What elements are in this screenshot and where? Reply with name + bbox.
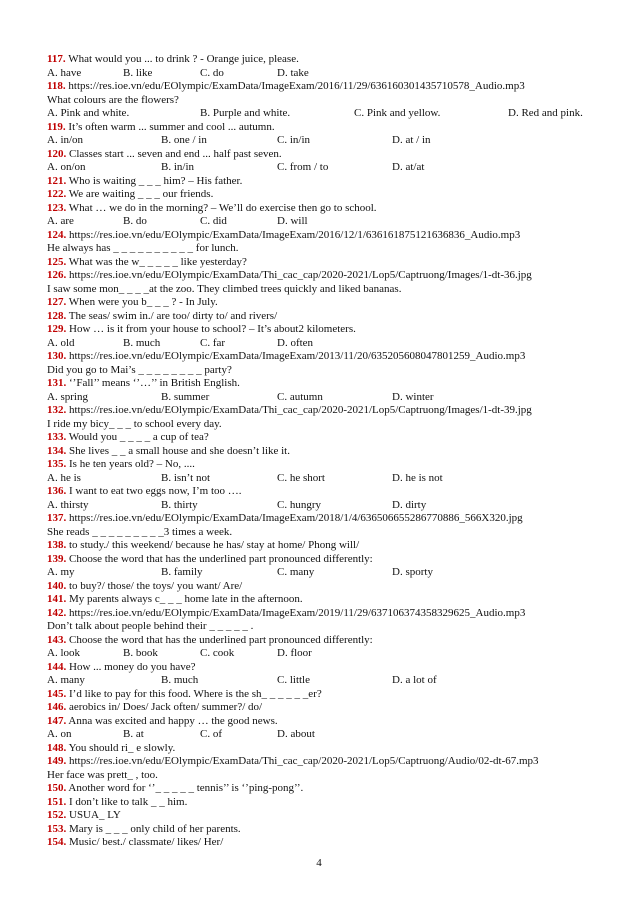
question-text: Did you go to Mai’s _ _ _ _ _ _ _ _ party? (47, 363, 232, 376)
answer-option: D. a lot of (392, 674, 437, 686)
answer-option: B. one / in (161, 134, 207, 146)
question-text: Is he ten years old? – No, .... (66, 458, 195, 470)
question-number: 125. (47, 255, 67, 268)
question-line (47, 553, 373, 566)
question-number: 119. (47, 120, 66, 133)
question-number: 127. (47, 296, 67, 308)
question-number: 122. (47, 188, 67, 200)
question-text: https://res.ioe.vn/edu/EOlympic/ExamData/ImageExam/2013/11/20/635205608047801259_Audio.mp3 (66, 350, 526, 362)
question-text: You should ri_ e slowly. (66, 741, 176, 754)
question-text: I saw some mon_ _ _ _at the zoo. They climbed trees quickly and liked bananas. (47, 282, 402, 295)
question-number: 138. (47, 539, 67, 551)
answer-option: C. far (200, 336, 226, 349)
answer-option: A. on/on (47, 161, 86, 173)
answer-option: B. do (123, 215, 147, 227)
question-text: ‘’Fall’’ means ‘’…’’ in British English. (66, 377, 240, 389)
answer-option: A. on (47, 728, 72, 740)
question-number: 154. (47, 836, 67, 848)
question-number: 121. (47, 174, 67, 187)
question-text: I ride my bicy_ _ _ to school every day. (47, 417, 222, 430)
question-text: https://res.ioe.vn/edu/EOlympic/ExamData/ImageExam/2016/11/29/636160301435710578_Audio.mp3 (65, 80, 525, 92)
question-line (47, 148, 282, 161)
answer-option: C. from / to (277, 161, 329, 173)
question-number: 117. (47, 53, 66, 65)
answer-option: D. at/at (392, 161, 425, 173)
question-line (47, 607, 525, 620)
question-line (47, 755, 539, 768)
question-number: 118. (47, 80, 66, 92)
question-text: The seas/ swim in./ are too/ dirty to/ and rivers/ (66, 309, 278, 322)
answer-option: B. in/in (161, 161, 195, 173)
answer-option: A. have (47, 66, 82, 79)
question-line (47, 701, 262, 714)
question-line (47, 823, 241, 836)
question-text-line (47, 526, 232, 539)
question-number: 120. (47, 147, 67, 160)
question-text: She reads _ _ _ _ _ _ _ _ _3 times a week. (47, 525, 233, 538)
answer-option: D. floor (277, 647, 312, 659)
question-text: What would you ... to drink ? - Orange juice, please. (65, 53, 299, 65)
question-line (47, 715, 278, 728)
answer-option: B. much (161, 674, 199, 686)
question-number: 135. (47, 458, 67, 470)
answer-option: C. cook (200, 647, 235, 659)
question-number: 133. (47, 431, 67, 443)
answer-option: B. Purple and white. (200, 107, 291, 119)
question-number: 143. (47, 633, 67, 646)
question-text: https://res.ioe.vn/edu/EOlympic/ExamData/Thi_cac_cap/2020-2021/Lop5/Captruong/Images/1-dt-39.jpg (66, 404, 532, 416)
question-text-line (47, 94, 179, 107)
question-text: https://res.ioe.vn/edu/EOlympic/ExamData/ImageExam/2019/11/29/637106374358329625_Audio.mp3 (66, 606, 526, 619)
question-text: Music/ best./ classmate/ likes/ Her/ (66, 836, 224, 848)
question-line (47, 175, 242, 188)
question-text: Would you _ _ _ _ a cup of tea? (66, 431, 209, 443)
question-line (47, 796, 187, 809)
question-number: 128. (47, 309, 67, 322)
question-number: 148. (47, 741, 67, 754)
answer-option: A. look (47, 647, 80, 659)
answer-option: A. Pink and white. (47, 107, 130, 119)
question-line (47, 688, 322, 701)
question-line (47, 431, 209, 444)
question-text: USUA_ LY (66, 809, 121, 821)
answer-option: B. family (161, 566, 203, 578)
question-line (47, 445, 290, 458)
question-text: Classes start ... seven and end ... half past seven. (66, 147, 282, 160)
question-line (47, 269, 532, 282)
question-text: Another word for ‘’_ _ _ _ _ tennis’’ is ‘’ping-pong’’. (66, 782, 304, 794)
answer-option: A. thirsty (47, 498, 89, 511)
question-line (47, 782, 303, 795)
question-text: She lives _ _ a small house and she doesn’t like it. (66, 444, 290, 457)
question-text: Her face was prett_ , too. (47, 768, 158, 781)
answer-option: C. hungry (277, 498, 321, 511)
question-text: to buy?/ those/ the toys/ you want/ Are/ (66, 579, 243, 592)
answer-option: C. Pink and yellow. (354, 107, 441, 119)
answer-option: C. in/in (277, 134, 311, 146)
answer-option: D. take (277, 66, 309, 79)
answer-option: C. he short (277, 471, 325, 484)
answer-option: D. often (277, 336, 314, 349)
question-text: My parents always c_ _ _ home late in the afternoon. (66, 593, 303, 605)
answer-option: C. little (277, 674, 310, 686)
answer-option: A. spring (47, 390, 88, 403)
question-line (47, 121, 275, 134)
question-text: I want to eat two eggs now, I’m too …. (66, 485, 242, 497)
question-text: How … is it from your house to school? – It’s about2 kilometers. (66, 323, 356, 335)
question-text-line (47, 620, 253, 633)
question-number: 126. (47, 269, 67, 281)
question-line (47, 80, 525, 93)
question-number: 137. (47, 512, 67, 524)
question-number: 134. (47, 444, 67, 457)
answer-option: D. at / in (392, 134, 431, 146)
question-text: Anna was excited and happy … the good news. (66, 714, 278, 727)
question-line (47, 512, 523, 525)
question-text: I don’t like to talk _ _ him. (66, 795, 188, 808)
answer-option: B. thirty (161, 498, 198, 511)
question-number: 123. (47, 201, 67, 214)
question-text: What … we do in the morning? – We’ll do exercise then go to school. (66, 201, 377, 214)
question-line (47, 742, 175, 755)
question-line (47, 310, 277, 323)
answer-option: C. autumn (277, 390, 323, 403)
question-line (47, 188, 213, 201)
question-text-line (47, 283, 401, 296)
answer-option: D. dirty (392, 498, 427, 511)
question-line (47, 296, 218, 309)
question-text: I’d like to pay for this food. Where is the sh_ _ _ _ _ _er? (66, 687, 322, 700)
question-text: to study./ this weekend/ because he has/ stay at home/ Phong will/ (66, 539, 360, 551)
question-line (47, 580, 242, 593)
question-number: 132. (47, 404, 67, 416)
question-line (47, 634, 373, 647)
answer-option: B. summer (161, 390, 210, 403)
question-number: 131. (47, 377, 67, 389)
question-line (47, 809, 121, 822)
question-line (47, 53, 299, 66)
answer-option: C. did (200, 215, 227, 227)
question-text: aerobics in/ Does/ Jack often/ summer?/ do/ (66, 701, 263, 713)
answer-option: A. in/on (47, 134, 84, 146)
question-text: Who is waiting _ _ _ him? – His father. (66, 174, 243, 187)
answer-option: A. he is (47, 471, 81, 484)
answer-option: B. isn’t not (161, 471, 211, 484)
question-line (47, 485, 242, 498)
answer-option: C. many (277, 566, 315, 578)
question-number: 147. (47, 714, 67, 727)
question-line (47, 404, 532, 417)
question-line (47, 229, 520, 242)
answer-option: D. sporty (392, 566, 433, 578)
question-number: 152. (47, 809, 67, 821)
answer-option: A. are (47, 215, 74, 227)
question-number: 124. (47, 228, 67, 241)
question-number: 136. (47, 485, 67, 497)
answer-option: B. at (123, 728, 144, 740)
question-line (47, 323, 356, 336)
question-number: 150. (47, 782, 67, 794)
question-line (47, 539, 359, 552)
question-text: https://res.ioe.vn/edu/EOlympic/ExamData/ImageExam/2018/1/4/636506655286770886_566X320.jpg (66, 512, 523, 524)
answer-option: B. much (123, 336, 161, 349)
question-line (47, 202, 377, 215)
question-line (47, 458, 195, 471)
question-number: 144. (47, 660, 67, 673)
question-text-line (47, 769, 158, 782)
question-number: 139. (47, 552, 67, 565)
answer-option: B. book (123, 647, 158, 659)
question-text: https://res.ioe.vn/edu/EOlympic/ExamData/Thi_cac_cap/2020-2021/Lop5/Captruong/Audio/02-dt-67.mp3 (66, 755, 539, 767)
answer-option: A. old (47, 336, 75, 349)
answer-option: D. about (277, 728, 315, 740)
question-text: He always has _ _ _ _ _ _ _ _ _ _ for lunch. (47, 242, 239, 254)
question-line (47, 593, 303, 606)
question-text: When were you b_ _ _ ? - In July. (66, 296, 218, 308)
answer-option: D. winter (392, 390, 434, 403)
question-line (47, 377, 240, 390)
question-number: 146. (47, 701, 67, 713)
question-line (47, 350, 525, 363)
question-text: It’s often warm ... summer and cool ... autumn. (65, 120, 275, 133)
question-text: How ... money do you have? (66, 660, 196, 673)
question-number: 130. (47, 350, 67, 362)
answer-option: A. my (47, 566, 75, 578)
question-text: What colours are the flowers? (47, 93, 179, 106)
question-number: 142. (47, 606, 67, 619)
question-text: https://res.ioe.vn/edu/EOlympic/ExamData/Thi_cac_cap/2020-2021/Lop5/Captruong/Images/1-dt-36.jpg (66, 269, 532, 281)
question-text: https://res.ioe.vn/edu/EOlympic/ExamData/ImageExam/2016/12/1/636161875121636836_Audio.mp3 (66, 228, 521, 241)
question-number: 145. (47, 687, 67, 700)
question-text: We are waiting _ _ _ our friends. (66, 188, 214, 200)
question-text: Don’t talk about people behind their _ _ _ _ _ . (47, 620, 254, 632)
question-number: 129. (47, 323, 67, 335)
question-text: Mary is _ _ _ only child of her parents. (66, 822, 241, 835)
page-number: 4 (316, 857, 322, 869)
question-text: What was the w_ _ _ _ _ like yesterday? (66, 255, 247, 268)
question-number: 153. (47, 822, 67, 835)
question-text: Choose the word that has the underlined part pronounced differently: (66, 552, 373, 565)
answer-option: D. Red and pink. (508, 107, 583, 119)
question-number: 141. (47, 593, 67, 605)
question-number: 149. (47, 755, 67, 767)
question-line (47, 256, 247, 269)
answer-option: D. he is not (392, 471, 443, 484)
answer-option: C. do (200, 66, 224, 79)
question-line (47, 661, 195, 674)
question-line (47, 836, 223, 849)
question-text-line (47, 364, 232, 377)
answer-option: C. of (200, 728, 222, 740)
question-text-line (47, 418, 222, 431)
answer-option: B. like (123, 66, 153, 79)
question-text: Choose the word that has the underlined part pronounced differently: (66, 633, 373, 646)
question-text-line (47, 242, 239, 255)
answer-option: A. many (47, 674, 85, 686)
question-number: 151. (47, 795, 67, 808)
answer-option: D. will (277, 215, 308, 227)
question-number: 140. (47, 579, 67, 592)
